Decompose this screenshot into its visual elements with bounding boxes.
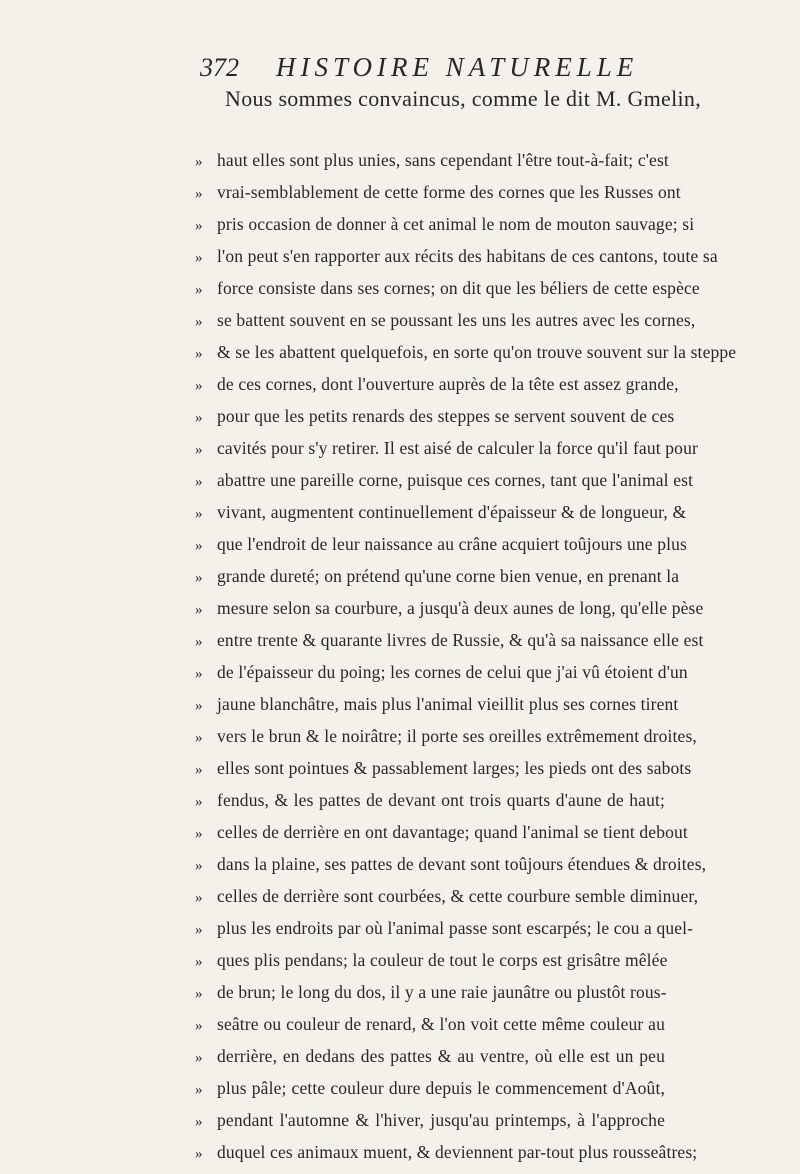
quote-mark: » [195, 250, 203, 266]
quote-mark: » [195, 698, 203, 714]
text-line [195, 310, 696, 342]
quote-mark: » [195, 666, 203, 682]
quote-mark: » [195, 826, 203, 842]
page-number: 372 [200, 53, 239, 82]
line-text: entre trente & quarante livres de Russie, & qu'à sa naissance elle est [217, 630, 704, 650]
text-line [195, 630, 704, 662]
line-text: celles de derrière en ont davantage; quand l'animal se tient debout [217, 822, 688, 842]
text-line [195, 982, 665, 1014]
line-text: force consiste dans ses cornes; on dit que les béliers de cette espèce [217, 278, 700, 298]
quote-mark: » [195, 1082, 203, 1098]
quoted-passage [195, 150, 737, 1174]
text-line [195, 406, 675, 438]
text-line [195, 1110, 665, 1142]
line-text: grande dureté; on prétend qu'une corne bien venue, en prenant la [217, 566, 680, 586]
text-line [195, 758, 692, 790]
quote-mark: » [195, 986, 203, 1002]
text-line [195, 1046, 665, 1078]
line-text: derrière, en dedans des pattes & au ventre, où elle est un peu [217, 1046, 665, 1066]
quote-mark: » [195, 346, 203, 362]
line-text: de brun; le long du dos, il y a une raie jaunâtre ou plustôt rous- [217, 982, 667, 1002]
quote-mark: » [195, 730, 203, 746]
line-text: & se les abattent quelquefois, en sorte qu'on trouve souvent sur la steppe [217, 342, 737, 362]
line-text: vers le brun & le noirâtre; il porte ses oreilles extrêmement droites, [217, 726, 697, 746]
quote-mark: » [195, 1018, 203, 1034]
line-text: jaune blanchâtre, mais plus l'animal vieillit plus ses cornes tirent [217, 694, 679, 714]
text-line [195, 342, 737, 374]
quote-mark: » [195, 282, 203, 298]
text-line [195, 726, 697, 758]
text-line [195, 278, 700, 310]
text-line [195, 1078, 665, 1110]
intro-line: Nous sommes convaincus, comme le dit M. Gmelin, [225, 86, 702, 111]
line-text: ques plis pendans; la couleur de tout le corps est grisâtre mêlée [217, 950, 668, 970]
quote-mark: » [195, 378, 203, 394]
text-line [195, 694, 679, 726]
text-line [195, 374, 679, 406]
quote-mark: » [195, 442, 203, 458]
text-line [195, 150, 669, 182]
line-text: cavités pour s'y retirer. Il est aisé de calculer la force qu'il faut pour [217, 438, 698, 458]
line-text: se battent souvent en se poussant les uns les autres avec les cornes, [217, 310, 696, 330]
line-text: fendus, & les pattes de devant ont trois quarts d'aune de haut; [217, 790, 665, 810]
quote-mark: » [195, 890, 203, 906]
quote-mark: » [195, 506, 203, 522]
quote-mark: » [195, 1114, 203, 1130]
text-line [195, 886, 699, 918]
line-text: plus les endroits par où l'animal passe sont escarpés; le cou a quel- [217, 918, 694, 938]
quote-mark: » [195, 634, 203, 650]
text-line [195, 1142, 698, 1174]
line-text: celles de derrière sont courbées, & cette courbure semble diminuer, [217, 886, 699, 906]
text-line [195, 662, 688, 694]
line-text: seâtre ou couleur de renard, & l'on voit cette même couleur au [217, 1014, 665, 1034]
quote-mark: » [195, 154, 203, 170]
line-text: dans la plaine, ses pattes de devant sont toûjours étendues & droites, [217, 854, 707, 874]
line-text: que l'endroit de leur naissance au crâne acquiert toûjours une plus [217, 534, 687, 554]
text-line [195, 918, 694, 950]
text-line [195, 182, 681, 214]
line-text: l'on peut s'en rapporter aux récits des habitans de ces cantons, toute sa [217, 246, 718, 266]
quote-mark: » [195, 314, 203, 330]
quote-mark: » [195, 570, 203, 586]
line-text: elles sont pointues & passablement larges; les pieds ont des sabots [217, 758, 692, 778]
quote-mark: » [195, 410, 203, 426]
text-line [195, 566, 680, 598]
quote-mark: » [195, 218, 203, 234]
quote-mark: » [195, 1146, 203, 1162]
running-title: HISTOIRE NATURELLE [276, 52, 639, 82]
quote-mark: » [195, 1050, 203, 1066]
line-text: duquel ces animaux muent, & deviennent par-tout plus rousseâtres; [217, 1142, 698, 1162]
text-line [195, 1014, 665, 1046]
text-line [195, 534, 687, 566]
text-line [195, 214, 695, 246]
text-line [195, 470, 694, 502]
line-text: abattre une pareille corne, puisque ces cornes, tant que l'animal est [217, 470, 694, 490]
line-text: de l'épaisseur du poing; les cornes de celui que j'ai vû étoient d'un [217, 662, 688, 682]
line-text: haut elles sont plus unies, sans cependant l'être tout-à-fait; c'est [217, 150, 669, 170]
line-text: vrai-semblablement de cette forme des cornes que les Russes ont [217, 182, 681, 202]
line-text: pris occasion de donner à cet animal le nom de mouton sauvage; si [217, 214, 695, 234]
quote-mark: » [195, 858, 203, 874]
quote-mark: » [195, 474, 203, 490]
line-text: mesure selon sa courbure, a jusqu'à deux aunes de long, qu'elle pèse [217, 598, 704, 618]
text-line [195, 822, 688, 854]
quote-mark: » [195, 762, 203, 778]
line-text: pendant l'automne & l'hiver, jusqu'au printemps, à l'approche [217, 1110, 665, 1130]
text-line [195, 438, 698, 470]
text-line [195, 854, 707, 886]
quote-mark: » [195, 602, 203, 618]
text-line [195, 598, 704, 630]
quote-mark: » [195, 538, 203, 554]
quote-mark: » [195, 186, 203, 202]
text-line [195, 246, 718, 278]
line-text: plus pâle; cette couleur dure depuis le commencement d'Août, [217, 1078, 665, 1098]
line-text: de ces cornes, dont l'ouverture auprès de la tête est assez grande, [217, 374, 679, 394]
text-line [195, 790, 665, 822]
line-text: pour que les petits renards des steppes se servent souvent de ces [217, 406, 675, 426]
quote-mark: » [195, 954, 203, 970]
quote-mark: » [195, 922, 203, 938]
text-line [195, 502, 687, 534]
text-line [195, 950, 668, 982]
quote-mark: » [195, 794, 203, 810]
line-text: vivant, augmentent continuellement d'épaisseur & de longueur, & [217, 502, 687, 522]
